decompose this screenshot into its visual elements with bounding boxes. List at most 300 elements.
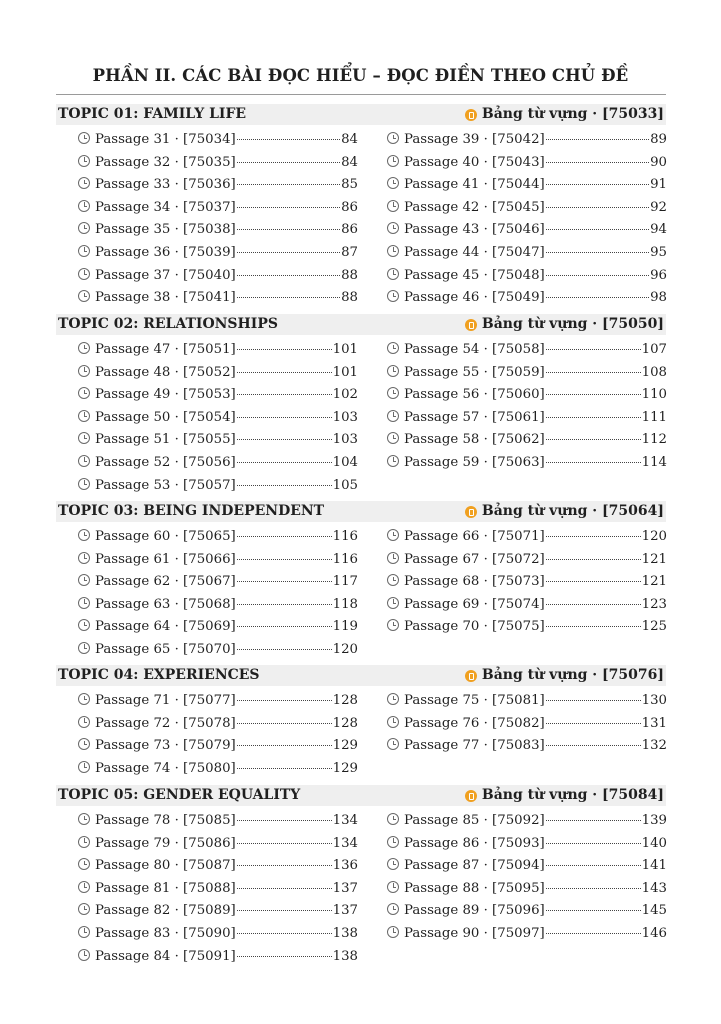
passage-label: Passage 50 · [75054]	[95, 409, 236, 425]
page-number: 116	[332, 529, 358, 544]
passage-entry[interactable]	[78, 594, 358, 617]
page-number: 102	[332, 387, 358, 403]
passage-label: Passage 67 · [75072]	[404, 551, 545, 567]
page-number: 134	[332, 813, 358, 828]
dot-leader	[546, 933, 641, 934]
passage-entry[interactable]	[78, 549, 358, 572]
dot-leader	[237, 723, 332, 724]
dot-leader	[546, 162, 649, 163]
page-number: 105	[332, 477, 358, 493]
page-number: 118	[332, 596, 358, 612]
passage-label: Passage 69 · [75074]	[404, 596, 545, 612]
passage-label: Passage 70 · [75075]	[404, 619, 545, 635]
dot-leader	[546, 139, 649, 140]
page-number: 134	[332, 835, 358, 851]
passage-label: Passage 75 · [75081]	[404, 693, 545, 708]
clock-icon	[387, 619, 399, 631]
passage-label: Passage 81 · [75088]	[95, 880, 236, 896]
passage-entry[interactable]	[387, 616, 667, 639]
passage-label: Passage 53 · [75057]	[95, 477, 236, 493]
clock-icon	[387, 290, 399, 302]
passage-entry[interactable]	[78, 475, 358, 498]
passage-label: Passage 40 · [75043]	[404, 154, 545, 170]
passage-entry[interactable]	[387, 174, 667, 197]
dot-leader	[237, 700, 332, 701]
clock-icon	[387, 387, 399, 399]
clock-icon	[78, 858, 90, 870]
vocab-label: Bảng từ vựng · [75033]	[481, 106, 664, 122]
dot-leader	[546, 297, 649, 298]
page-number: 132	[641, 738, 667, 754]
clock-icon	[387, 858, 399, 870]
clock-icon	[78, 478, 90, 490]
passage-label: Passage 71 · [75077]	[95, 693, 236, 708]
passage-entry[interactable]	[387, 265, 667, 288]
page-number: 98	[650, 290, 667, 306]
page-number: 121	[641, 551, 667, 567]
passage-label: Passage 35 · [75038]	[95, 222, 236, 238]
passage-entry[interactable]	[387, 594, 667, 617]
passage-entry[interactable]	[387, 549, 667, 572]
page-number: 103	[332, 409, 358, 425]
passage-entry[interactable]	[78, 242, 358, 265]
page-number: 138	[332, 948, 358, 964]
clock-icon	[387, 903, 399, 915]
topic-section	[56, 501, 667, 657]
page-number: 129	[332, 738, 358, 754]
dot-leader	[546, 723, 641, 724]
vocab-link[interactable]	[465, 785, 664, 806]
dot-leader	[237, 252, 340, 253]
page-number: 146	[641, 925, 667, 941]
topic-section	[56, 104, 667, 306]
page-number: 95	[650, 244, 667, 260]
passage-label: Passage 44 · [75047]	[404, 244, 545, 260]
page-number: 101	[332, 342, 358, 357]
dot-leader	[237, 485, 332, 486]
passage-label: Passage 60 · [75065]	[95, 529, 236, 544]
page-number: 86	[341, 222, 358, 238]
passage-label: Passage 34 · [75037]	[95, 199, 236, 215]
dot-leader	[237, 536, 332, 537]
dot-leader	[237, 581, 332, 582]
page-number: 111	[641, 409, 667, 425]
page-number: 119	[332, 619, 358, 635]
passage-label: Passage 37 · [75040]	[95, 267, 236, 283]
clock-icon	[387, 132, 399, 144]
passage-entry[interactable]	[78, 219, 358, 242]
passage-label: Passage 46 · [75049]	[404, 290, 545, 306]
dot-leader	[237, 297, 340, 298]
clock-icon	[78, 200, 90, 212]
passage-entry[interactable]	[78, 197, 358, 220]
passage-label: Passage 45 · [75048]	[404, 267, 545, 283]
vocab-icon	[465, 319, 477, 331]
topic-header	[56, 785, 666, 806]
passage-label: Passage 61 · [75066]	[95, 551, 236, 567]
vocab-link[interactable]	[465, 501, 664, 522]
page-number: 120	[641, 529, 667, 544]
passage-label: Passage 38 · [75041]	[95, 290, 236, 306]
dot-leader	[546, 207, 649, 208]
dot-leader	[546, 394, 641, 395]
dot-leader	[546, 417, 641, 418]
clock-icon	[387, 597, 399, 609]
dot-leader	[546, 439, 641, 440]
page-number: 107	[641, 342, 667, 357]
passage-entry[interactable]	[387, 197, 667, 220]
passage-label: Passage 86 · [75093]	[404, 835, 545, 851]
topic-title[interactable]: TOPIC 03: BEING INDEPENDENT	[58, 503, 325, 519]
passage-entry[interactable]	[78, 758, 358, 781]
dot-leader	[546, 700, 641, 701]
dot-leader	[237, 394, 332, 395]
page-number: 145	[641, 903, 667, 919]
page-number: 84	[341, 132, 358, 147]
passage-label: Passage 85 · [75092]	[404, 813, 545, 828]
dot-leader	[546, 372, 641, 373]
passage-entry[interactable]	[387, 152, 667, 175]
dot-leader	[546, 820, 641, 821]
dot-leader	[546, 888, 641, 889]
passage-entry[interactable]	[387, 810, 667, 833]
clock-icon	[78, 619, 90, 631]
passage-label: Passage 90 · [75097]	[404, 925, 545, 941]
topic-title[interactable]: TOPIC 01: FAMILY LIFE	[58, 106, 247, 122]
topic-header	[56, 104, 666, 125]
dot-leader	[237, 888, 332, 889]
passage-label: Passage 64 · [75069]	[95, 619, 236, 635]
dot-leader	[237, 462, 332, 463]
passage-entry[interactable]	[387, 923, 667, 946]
page-number: 96	[650, 267, 667, 283]
passage-entry[interactable]	[78, 690, 358, 713]
passage-label: Passage 77 · [75083]	[404, 738, 545, 754]
passage-label: Passage 72 · [75078]	[95, 715, 236, 731]
passage-label: Passage 52 · [75056]	[95, 454, 236, 470]
page-number: 141	[641, 858, 667, 874]
dot-leader	[237, 649, 332, 650]
passage-label: Passage 57 · [75061]	[404, 409, 545, 425]
clock-icon	[78, 365, 90, 377]
vocab-icon	[465, 670, 477, 682]
page-number: 143	[641, 880, 667, 896]
topic-title[interactable]: TOPIC 02: RELATIONSHIPS	[58, 316, 278, 332]
passage-entry[interactable]	[78, 287, 358, 310]
dot-leader	[237, 745, 332, 746]
clock-icon	[387, 245, 399, 257]
dot-leader	[237, 439, 332, 440]
passage-entry[interactable]	[78, 713, 358, 736]
page-number: 129	[332, 760, 358, 776]
clock-icon	[387, 529, 399, 541]
passage-entry[interactable]	[78, 833, 358, 856]
page-number: 88	[341, 267, 358, 283]
passage-entry[interactable]	[387, 833, 667, 856]
clock-icon	[387, 177, 399, 189]
dot-leader	[237, 843, 332, 844]
passage-label: Passage 87 · [75094]	[404, 858, 545, 874]
dot-leader	[237, 275, 340, 276]
vocab-icon	[465, 790, 477, 802]
passage-entry[interactable]	[387, 735, 667, 758]
dot-leader	[546, 559, 641, 560]
clock-icon	[78, 813, 90, 825]
page-number: 94	[650, 222, 667, 238]
passage-entry[interactable]	[78, 362, 358, 385]
clock-icon	[387, 574, 399, 586]
topic-header	[56, 314, 666, 335]
passage-entry[interactable]	[78, 129, 358, 152]
passage-label: Passage 56 · [75060]	[404, 387, 545, 403]
passage-entry[interactable]	[78, 900, 358, 923]
passage-label: Passage 39 · [75042]	[404, 132, 545, 147]
clock-icon	[387, 342, 399, 354]
dot-leader	[237, 229, 340, 230]
passage-entry[interactable]	[387, 855, 667, 878]
clock-icon	[78, 245, 90, 257]
clock-icon	[78, 387, 90, 399]
passage-entry[interactable]	[387, 362, 667, 385]
passage-entry[interactable]	[78, 384, 358, 407]
passage-entry[interactable]	[78, 407, 358, 430]
clock-icon	[387, 693, 399, 705]
passage-label: Passage 88 · [75095]	[404, 880, 545, 896]
passage-label: Passage 74 · [75080]	[95, 760, 236, 776]
dot-leader	[237, 865, 332, 866]
passage-label: Passage 59 · [75063]	[404, 454, 545, 470]
clock-icon	[387, 432, 399, 444]
passage-entry[interactable]	[387, 900, 667, 923]
clock-icon	[387, 410, 399, 422]
page-number: 84	[341, 154, 358, 170]
dot-leader	[546, 462, 641, 463]
passage-label: Passage 36 · [75039]	[95, 244, 236, 260]
passage-entry[interactable]	[78, 878, 358, 901]
dot-leader	[237, 559, 332, 560]
clock-icon	[78, 177, 90, 189]
dot-leader	[546, 229, 649, 230]
page-number: 92	[650, 199, 667, 215]
clock-icon	[78, 949, 90, 961]
clock-icon	[78, 529, 90, 541]
passage-entry[interactable]	[387, 219, 667, 242]
dot-leader	[546, 843, 641, 844]
passage-label: Passage 78 · [75085]	[95, 813, 236, 828]
page-number: 120	[332, 641, 358, 657]
passage-entry[interactable]	[387, 878, 667, 901]
dot-leader	[546, 745, 641, 746]
passage-entry[interactable]	[78, 810, 358, 833]
dot-leader	[237, 184, 340, 185]
topic-section	[56, 665, 667, 776]
topic-header	[56, 665, 666, 686]
passage-entry[interactable]	[78, 265, 358, 288]
dot-leader	[546, 910, 641, 911]
clock-icon	[78, 552, 90, 564]
page-number: 90	[650, 154, 667, 170]
dot-leader	[237, 933, 332, 934]
page-number: 108	[641, 364, 667, 380]
passage-label: Passage 49 · [75053]	[95, 387, 236, 403]
dot-leader	[546, 865, 641, 866]
title-divider	[56, 94, 666, 95]
dot-leader	[237, 768, 332, 769]
vocab-link[interactable]	[465, 104, 664, 125]
vocab-link[interactable]	[465, 665, 664, 686]
passage-entry[interactable]	[78, 174, 358, 197]
passage-entry[interactable]	[78, 616, 358, 639]
clock-icon	[78, 693, 90, 705]
clock-icon	[387, 268, 399, 280]
dot-leader	[237, 207, 340, 208]
vocab-label: Bảng từ vựng · [75076]	[481, 667, 664, 683]
passage-label: Passage 48 · [75052]	[95, 364, 236, 380]
page-number: 121	[641, 574, 667, 590]
passage-entry[interactable]	[387, 384, 667, 407]
passage-entry[interactable]	[78, 526, 358, 549]
clock-icon	[78, 642, 90, 654]
passage-entry[interactable]	[387, 242, 667, 265]
passage-entry[interactable]	[78, 339, 358, 362]
page-number: 86	[341, 199, 358, 215]
page-number: 137	[332, 880, 358, 896]
page-number: 131	[641, 715, 667, 731]
dot-leader	[237, 956, 332, 957]
dot-leader	[546, 349, 641, 350]
page-number: 88	[341, 290, 358, 306]
topic-title[interactable]: TOPIC 04: EXPERIENCES	[58, 667, 260, 683]
clock-icon	[387, 455, 399, 467]
clock-icon	[78, 222, 90, 234]
passage-entry[interactable]	[78, 452, 358, 475]
vocab-label: Bảng từ vựng · [75050]	[481, 316, 664, 332]
topic-section	[56, 785, 667, 964]
page-number: 103	[332, 432, 358, 448]
page-number: 104	[332, 454, 358, 470]
dot-leader	[546, 604, 641, 605]
passage-label: Passage 58 · [75062]	[404, 432, 545, 448]
page-number: 114	[641, 454, 667, 470]
passage-entry[interactable]	[387, 713, 667, 736]
clock-icon	[387, 365, 399, 377]
clock-icon	[387, 813, 399, 825]
dot-leader	[546, 536, 641, 537]
passage-entry[interactable]	[78, 855, 358, 878]
passage-entry[interactable]	[387, 452, 667, 475]
passage-entry[interactable]	[78, 429, 358, 452]
page-number: 89	[650, 132, 667, 147]
passage-label: Passage 41 · [75044]	[404, 177, 545, 193]
dot-leader	[237, 417, 332, 418]
page-number: 136	[332, 858, 358, 874]
dot-leader	[237, 372, 332, 373]
passage-entry[interactable]	[387, 407, 667, 430]
passage-label: Passage 51 · [75055]	[95, 432, 236, 448]
dot-leader	[546, 252, 649, 253]
clock-icon	[78, 574, 90, 586]
vocab-label: Bảng từ vựng · [75064]	[481, 503, 664, 519]
passage-entry[interactable]	[78, 923, 358, 946]
vocab-icon	[465, 109, 477, 121]
passage-label: Passage 84 · [75091]	[95, 948, 236, 964]
clock-icon	[78, 881, 90, 893]
passage-label: Passage 43 · [75046]	[404, 222, 545, 238]
clock-icon	[78, 836, 90, 848]
page-number: 130	[641, 693, 667, 708]
passage-entry[interactable]	[387, 571, 667, 594]
topic-section	[56, 314, 667, 493]
page-number: 137	[332, 903, 358, 919]
clock-icon	[78, 597, 90, 609]
page-number: 101	[332, 364, 358, 380]
page-number: 112	[641, 432, 667, 448]
page-number: 87	[341, 244, 358, 260]
passage-label: Passage 32 · [75035]	[95, 154, 236, 170]
clock-icon	[78, 761, 90, 773]
passage-label: Passage 76 · [75082]	[404, 715, 545, 731]
vocab-label: Bảng từ vựng · [75084]	[481, 787, 664, 803]
passage-entry[interactable]	[387, 690, 667, 713]
page-number: 138	[332, 925, 358, 941]
page-number: 128	[332, 715, 358, 731]
passage-entry[interactable]	[387, 129, 667, 152]
passage-entry[interactable]	[387, 339, 667, 362]
passage-label: Passage 65 · [75070]	[95, 641, 236, 657]
passage-label: Passage 66 · [75071]	[404, 529, 545, 544]
page-number: 139	[641, 813, 667, 828]
vocab-icon	[465, 506, 477, 518]
clock-icon	[387, 738, 399, 750]
passage-label: Passage 68 · [75073]	[404, 574, 545, 590]
passage-label: Passage 82 · [75089]	[95, 903, 236, 919]
passage-label: Passage 89 · [75096]	[404, 903, 545, 919]
clock-icon	[78, 290, 90, 302]
passage-entry[interactable]	[78, 735, 358, 758]
passage-entry[interactable]	[387, 287, 667, 310]
passage-entry[interactable]	[387, 526, 667, 549]
clock-icon	[387, 552, 399, 564]
clock-icon	[78, 432, 90, 444]
vocab-link[interactable]	[465, 314, 664, 335]
clock-icon	[78, 155, 90, 167]
clock-icon	[387, 716, 399, 728]
passage-label: Passage 83 · [75090]	[95, 925, 236, 941]
topic-title[interactable]: TOPIC 05: GENDER EQUALITY	[58, 787, 301, 803]
passage-entry[interactable]	[78, 639, 358, 662]
passage-label: Passage 31 · [75034]	[95, 132, 236, 147]
clock-icon	[387, 222, 399, 234]
passage-entry[interactable]	[387, 429, 667, 452]
dot-leader	[546, 626, 641, 627]
passage-entry[interactable]	[78, 946, 358, 969]
passage-entry[interactable]	[78, 152, 358, 175]
passage-label: Passage 33 · [75036]	[95, 177, 236, 193]
clock-icon	[387, 836, 399, 848]
clock-icon	[78, 738, 90, 750]
clock-icon	[78, 903, 90, 915]
passage-label: Passage 62 · [75067]	[95, 574, 236, 590]
clock-icon	[78, 342, 90, 354]
passage-label: Passage 54 · [75058]	[404, 342, 545, 357]
clock-icon	[78, 132, 90, 144]
page-number: 110	[641, 387, 667, 403]
passage-entry[interactable]	[78, 571, 358, 594]
clock-icon	[387, 155, 399, 167]
topic-header	[56, 501, 666, 522]
passage-label: Passage 73 · [75079]	[95, 738, 236, 754]
clock-icon	[387, 926, 399, 938]
